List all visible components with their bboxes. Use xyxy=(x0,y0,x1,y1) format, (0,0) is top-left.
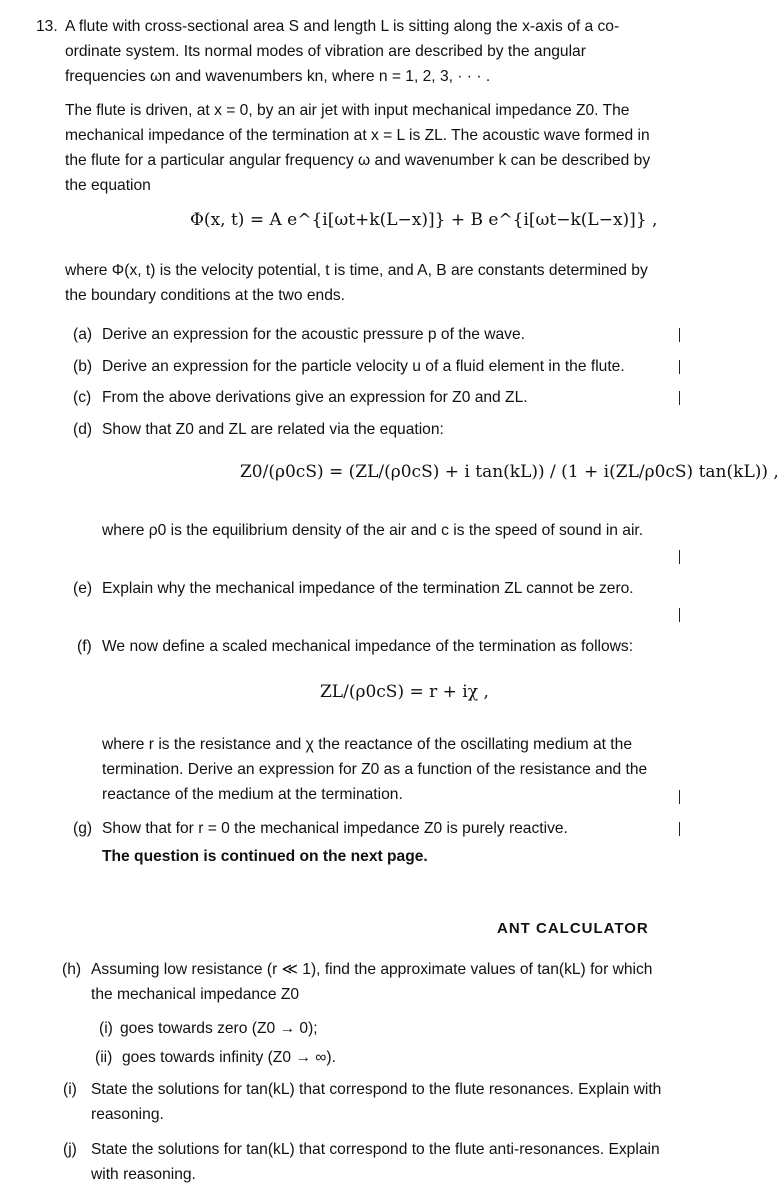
part-f-label: (f) xyxy=(77,638,92,655)
page-header-text: ANT CALCULATOR xyxy=(497,920,649,937)
part-j-label: (j) xyxy=(63,1141,77,1158)
part-h-sub-i-text: goes towards zero (Z0 → 0); xyxy=(120,1020,318,1037)
part-d-equation xyxy=(240,460,779,485)
margin-mark xyxy=(679,550,680,564)
part-h-label: (h) xyxy=(62,961,82,978)
margin-mark xyxy=(679,608,680,622)
part-a-text: Derive an expression for the acoustic pressure p of the wave. xyxy=(102,326,525,343)
part-h-sub-ii-label: (ii) xyxy=(95,1049,113,1066)
part-d-text: Show that Z0 and ZL are related via the equation: xyxy=(102,421,444,438)
part-j-text: State the solutions for tan(kL) that correspond to the flute anti-resonances. Explain with reasoning. xyxy=(91,1141,660,1183)
part-c-label: (c) xyxy=(73,389,92,406)
question-intro xyxy=(65,14,665,89)
margin-mark xyxy=(679,360,680,374)
part-g-text: Show that for r = 0 the mechanical impedance Z0 is purely reactive. xyxy=(102,820,568,837)
part-c-text: From the above derivations give an expression for Z0 and ZL. xyxy=(102,389,528,406)
part-i-text: State the solutions for tan(kL) that correspond to the flute resonances. Explain with reasoning. xyxy=(91,1081,662,1123)
part-f-text: We now define a scaled mechanical impedance of the termination as follows: xyxy=(102,638,634,655)
part-e-text: Explain why the mechanical impedance of the termination ZL cannot be zero. xyxy=(102,580,634,597)
question-driven-paragraph xyxy=(65,98,665,198)
part-i-label: (i) xyxy=(63,1081,77,1098)
question-number: 13. xyxy=(36,18,58,35)
question-where-text: where Φ(x, t) is the velocity potential, t is time, and A, B are constants determined by the boundary conditions at the two ends. xyxy=(65,262,648,304)
part-f-equation xyxy=(320,680,489,705)
velocity-potential-equation-text: Φ(x, t) = A e^{i[ωt+k(L−x)]} + B e^{i[ωt−k(L−x)]} , xyxy=(190,210,658,230)
part-d-label: (d) xyxy=(73,421,93,438)
margin-mark xyxy=(679,790,680,804)
part-b-label: (b) xyxy=(73,358,93,375)
part-h-text: Assuming low resistance (r ≪ 1), find the approximate values of tan(kL) for which the mechanical impedance Z0 xyxy=(91,961,653,1003)
question-where-paragraph xyxy=(65,258,665,308)
part-h-sub-i-label: (i) xyxy=(99,1020,113,1037)
part-d-equation-text: Z0/(ρ0cS) = (ZL/(ρ0cS) + i tan(kL)) / (1 + i(ZL/ρ0cS) tan(kL)) , xyxy=(240,462,779,482)
part-e-label: (e) xyxy=(73,580,93,597)
part-g-label: (g) xyxy=(73,820,93,837)
continued-notice: The question is continued on the next page. xyxy=(102,848,428,865)
margin-mark xyxy=(679,328,680,342)
part-d-after-text: where ρ0 is the equilibrium density of the air and c is the speed of sound in air. xyxy=(102,522,644,539)
margin-mark xyxy=(679,822,680,836)
part-f-equation-text: ZL/(ρ0cS) = r + iχ , xyxy=(320,682,489,702)
margin-mark xyxy=(679,391,680,405)
page-header-cut xyxy=(497,920,667,938)
question-intro-text: A flute with cross-sectional area S and length L is sitting along the x-axis of a co-ordinate system. Its normal modes of vibration are described by the angular frequencies ωn and wavenumbers kn, where n = 1, 2, 3, · · · . xyxy=(65,18,620,85)
part-b-text: Derive an expression for the particle velocity u of a fluid element in the flute. xyxy=(102,358,625,375)
part-a-label: (a) xyxy=(73,326,93,343)
question-driven-text: The flute is driven, at x = 0, by an air jet with input mechanical impedance Z0. The mechanical impedance of the termination at x = L is ZL. The acoustic wave formed in the flute for a particular angular frequency ω and wavenumber k can be described by the equation xyxy=(65,102,651,194)
part-f-after-text: where r is the resistance and χ the reactance of the oscillating medium at the termination. Derive an expression for Z0 as a function of the resistance and the reactance of the medium at the termination. xyxy=(102,736,648,803)
velocity-potential-equation xyxy=(190,208,657,233)
part-h-sub-ii-text: goes towards infinity (Z0 → ∞). xyxy=(122,1049,336,1066)
